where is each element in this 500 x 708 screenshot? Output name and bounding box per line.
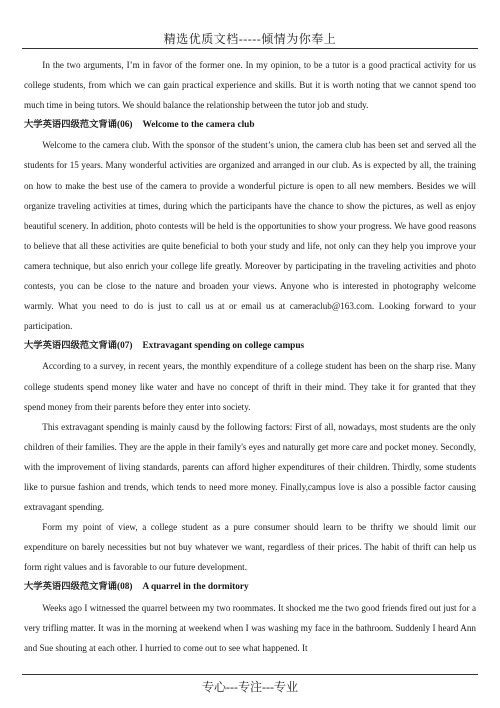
section-heading-08: [24, 577, 476, 597]
section-heading-06-title: Welcome to the camera club: [142, 120, 255, 131]
section-heading-06-prefix: 大学英语四级范文背诵(06): [24, 120, 133, 131]
section-heading-08-title: A quarrel in the dormitory: [142, 582, 249, 593]
header-divider: [22, 48, 478, 49]
paragraph-spending-opinion: Form my point of view, a college student as a pure consumer should learn to be thrifty we should limit our expenditure on barely necessities but not buy whatever we want, regardless of their prices. The habit of thrift can help us form right values and is favorable to our future development.: [24, 522, 476, 573]
section-heading-07-title: Extravagant spending on college campus: [142, 341, 305, 352]
paragraph-spending-survey: According to a survey, in recent years, the monthly expenditure of a college student has been on the sharp rise. Many college students spend money like water and have no concept of thrift in their mind. They take it for granted that they spend money from their parents before they enter into society.: [24, 361, 476, 412]
section-heading-07-prefix: 大学英语四级范文背诵(07): [24, 341, 133, 352]
paragraph-tutor-conclusion: In the two arguments, I’m in favor of the former one. In my opinion, to be a tutor is a good practical activity for us college students, from which we can gain practical experience and skills. But it is worth noting that we cannot spend too much time in being tutors. We should balance the relationship between the tutor job and study.: [24, 60, 476, 111]
paragraph-spending-factors: This extravagant spending is mainly causd by the following factors: First of all, nowadays, most students are the only children of their families. They are the apple in their family's eyes and naturally get more care and pocket money. Secondly, with the improvement of living standards, parents can afford higher expenditures of their children. Thirdly, some students like to pursue fashion and trends, which tends to need more money. Finally,campus love is also a possible factor causing extravagant spending.: [24, 421, 476, 513]
page-footer: 专心---专注---专业: [202, 680, 298, 694]
paragraph-camera-club: Welcome to the camera club. With the sponsor of the student’s union, the camera club has been set and served all the students for 15 years. Many wonderful activities are organized and arranged in our club. As is expected by all, the training on how to make the best use of the camera to provide a wonderful picture is open to all new members. Besides we will organize traveling activities at times, during which the participants have the chance to show the pictures, as well as enjoy beautiful scenery. In addition, photo contests will be held is the opportunities to show your progress. We have good reasons to believe that all these activities are quite beneficial to both your study and life, not only can they help you improve your camera technique, but also enrich your college life greatly. Moreover by participating in the traveling activities and photo contests, you can be close to the nature and broaden your views. Anyone who is interested in photography welcome warmly. What you need to do is just to call us at or email us at cameraclub@163.com. Looking forward to your participation.: [24, 140, 476, 332]
document-body: [24, 55, 476, 658]
footer-divider: [22, 674, 478, 675]
section-heading-07: [24, 336, 476, 356]
section-heading-08-prefix: 大学英语四级范文背诵(08): [24, 582, 133, 593]
paragraph-dorm-quarrel: Weeks ago I witnessed the quarrel between my two roommates. It shocked me the two good friends fired out just for a very trifling matter. It was in the morning at weekend when I was washing my face in the bathroom. Suddenly I heard Ann and Sue shouting at each other. I hurried to come out to see what happened. It: [24, 602, 476, 653]
section-heading-06: [24, 115, 476, 135]
page-header: 精选优质文档-----倾情为你奉上: [163, 32, 337, 46]
